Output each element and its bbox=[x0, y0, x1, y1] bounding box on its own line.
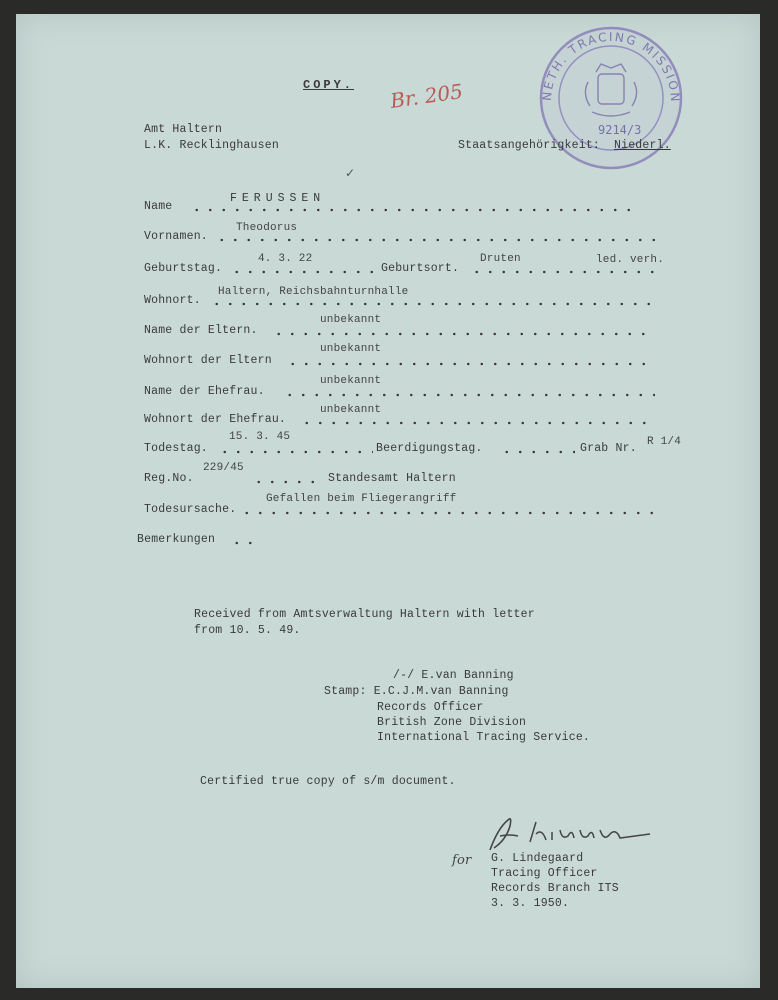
todesursache-value: Gefallen beim Fliegerangriff bbox=[266, 493, 457, 505]
document-title: COPY. bbox=[303, 78, 355, 92]
tracing-mission-stamp bbox=[526, 16, 696, 176]
regno-label: Reg.No. bbox=[144, 472, 194, 485]
dotted-line bbox=[300, 421, 655, 425]
dotted-line bbox=[283, 393, 655, 397]
name-label: Name bbox=[144, 200, 173, 213]
geburtstag-value: 4. 3. 22 bbox=[258, 253, 313, 265]
regno-value: 229/45 bbox=[203, 462, 244, 474]
todesursache-label: Todesursache. bbox=[144, 503, 237, 516]
bemerkungen-label: Bemerkungen bbox=[137, 533, 216, 546]
check-mark-icon: ✓ bbox=[345, 166, 356, 180]
familienstand-value: led. verh. bbox=[596, 254, 665, 266]
stamp-line: Stamp: E.C.J.M.van Banning bbox=[324, 685, 509, 698]
vornamen-value: Theodorus bbox=[236, 222, 298, 234]
officer-date: 3. 3. 1950. bbox=[491, 897, 570, 910]
received-line-1: Received from Amtsverwaltung Haltern with letter bbox=[194, 608, 535, 621]
beerdigungstag-label: Beerdigungstag. bbox=[376, 442, 483, 455]
officer-title: Tracing Officer bbox=[491, 867, 598, 880]
stamp-text: NETH. TRACING MISSION bbox=[539, 29, 683, 104]
nationality-value: Niederl. bbox=[614, 139, 671, 152]
dotted-line bbox=[240, 511, 655, 515]
wohnort-label: Wohnort. bbox=[144, 294, 201, 307]
for-handwritten: for bbox=[452, 853, 472, 868]
dotted-line bbox=[210, 302, 655, 306]
todestag-value: 15. 3. 45 bbox=[229, 431, 291, 443]
dotted-line bbox=[272, 332, 655, 336]
pencil-annotation: Br. 205 bbox=[388, 79, 465, 113]
ehefrau-name-value: unbekannt bbox=[320, 375, 382, 387]
grab-value: R 1/4 bbox=[647, 436, 682, 448]
its-line: International Tracing Service. bbox=[377, 731, 591, 744]
ehefrau-wohnort-value: unbekannt bbox=[320, 404, 382, 416]
dotted-line bbox=[230, 270, 375, 274]
received-line-2: from 10. 5. 49. bbox=[194, 624, 301, 637]
division-line: British Zone Division bbox=[377, 716, 527, 729]
officer-branch: Records Branch ITS bbox=[491, 882, 619, 895]
todestag-label: Todestag. bbox=[144, 442, 208, 455]
name-value: FERUSSEN bbox=[230, 192, 326, 205]
standesamt-value: Standesamt Haltern bbox=[328, 472, 456, 485]
dotted-line bbox=[470, 270, 655, 274]
officer-name: G. Lindegaard bbox=[491, 852, 584, 865]
stamp-number: 9214/3 bbox=[598, 123, 642, 137]
dotted-line bbox=[190, 208, 640, 212]
office-line-1: Amt Haltern bbox=[144, 123, 223, 136]
ehefrau-name-label: Name der Ehefrau. bbox=[144, 385, 265, 398]
eltern-name-label: Name der Eltern. bbox=[144, 324, 258, 337]
signed-line: /-/ E.van Banning bbox=[393, 669, 514, 682]
grab-label: Grab Nr. bbox=[580, 442, 637, 455]
records-officer-line: Records Officer bbox=[377, 701, 484, 714]
office-line-2: L.K. Recklinghausen bbox=[144, 139, 279, 152]
dotted-line bbox=[286, 362, 655, 366]
dotted-line bbox=[218, 450, 373, 454]
eltern-wohnort-label: Wohnort der Eltern bbox=[144, 354, 272, 367]
eltern-wohnort-value: unbekannt bbox=[320, 343, 382, 355]
wohnort-value: Haltern, Reichsbahnturnhalle bbox=[218, 286, 409, 298]
nationality-label: Staatsangehörigkeit: bbox=[458, 139, 601, 152]
dotted-line bbox=[215, 238, 655, 242]
eltern-name-value: unbekannt bbox=[320, 314, 382, 326]
ehefrau-wohnort-label: Wohnort der Ehefrau. bbox=[144, 413, 287, 426]
geburtstag-label: Geburtstag. bbox=[144, 262, 223, 275]
geburtsort-label: Geburtsort. bbox=[381, 262, 460, 275]
geburtsort-value: Druten bbox=[480, 253, 521, 265]
dotted-line bbox=[500, 450, 575, 454]
vornamen-label: Vornamen. bbox=[144, 230, 208, 243]
dotted-line bbox=[230, 541, 258, 545]
dotted-line bbox=[252, 480, 322, 484]
certified-line: Certified true copy of s/m document. bbox=[200, 775, 456, 788]
